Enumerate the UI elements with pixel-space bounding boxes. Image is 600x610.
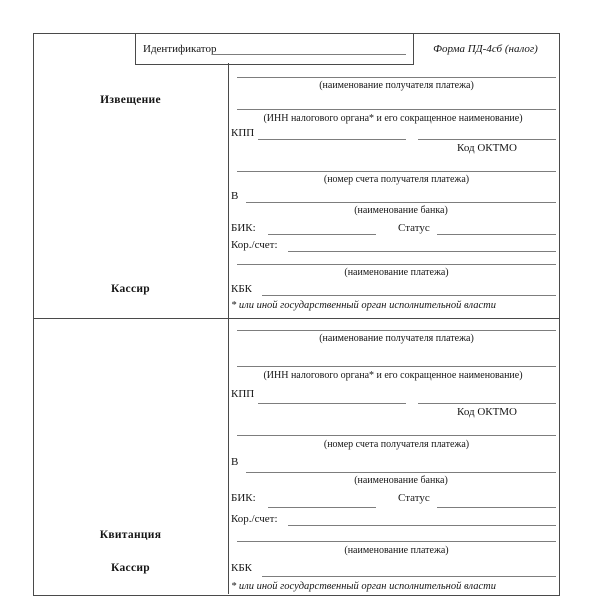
section2-footnote: * или иной государственный орган исполнительной власти bbox=[231, 581, 496, 592]
section1-oktmo-field[interactable] bbox=[418, 139, 556, 140]
section2-kpp-field[interactable] bbox=[258, 403, 406, 404]
section2-cashier-label: Кассир bbox=[111, 562, 150, 574]
section1-cashier-label: Кассир bbox=[111, 283, 150, 295]
section1-payment-caption: (наименование платежа) bbox=[344, 267, 449, 278]
section2-recipient-name-caption: (наименование получателя платежа) bbox=[319, 333, 474, 344]
form-title: Форма ПД-4сб (налог) bbox=[433, 43, 538, 55]
section2-account-caption: (номер счета получателя платежа) bbox=[323, 439, 470, 450]
section2-oktmo-label: Код ОКТМО bbox=[457, 406, 517, 418]
section2-inn-field[interactable] bbox=[237, 366, 556, 367]
section1-role-label: Извещение bbox=[100, 94, 161, 106]
section2-payment-caption: (наименование платежа) bbox=[344, 545, 449, 556]
section1-account-field[interactable] bbox=[237, 171, 556, 172]
section2-corr-account-field[interactable] bbox=[288, 525, 556, 526]
section2-status-label: Статус bbox=[398, 492, 430, 504]
section1-kbk-label: КБК bbox=[231, 283, 252, 295]
section1-corr-account-field[interactable] bbox=[288, 251, 556, 252]
section2-bank-name-field[interactable] bbox=[246, 472, 556, 473]
section1-kpp-label: КПП bbox=[231, 127, 255, 139]
section2-bik-label: БИК: bbox=[231, 492, 256, 504]
section1-corr-label: Кор./счет: bbox=[231, 239, 278, 251]
section1-inn-caption: (ИНН налогового органа* и его сокращенное наименование) bbox=[263, 113, 523, 124]
column-divider bbox=[228, 63, 229, 594]
section1-bank-caption: (наименование банка) bbox=[354, 205, 448, 216]
section2-bank-caption: (наименование банка) bbox=[354, 475, 448, 486]
section1-status-label: Статус bbox=[398, 222, 430, 234]
section2-kpp-label: КПП bbox=[231, 388, 255, 400]
section1-recipient-name-caption: (наименование получателя платежа) bbox=[319, 80, 474, 91]
section2-recipient-name-field[interactable] bbox=[237, 330, 556, 331]
section2-bank-prefix: В bbox=[231, 456, 239, 468]
section1-kpp-field[interactable] bbox=[258, 139, 406, 140]
section1-bank-name-field[interactable] bbox=[246, 202, 556, 203]
section2-inn-caption: (ИНН налогового органа* и его сокращенное наименование) bbox=[263, 370, 523, 381]
section2-kbk-field[interactable] bbox=[262, 576, 556, 577]
section2-payment-name-field[interactable] bbox=[237, 541, 556, 542]
identifier-field-line[interactable] bbox=[212, 54, 406, 55]
section1-footnote: * или иной государственный орган исполнительной власти bbox=[231, 300, 496, 311]
section1-payment-name-field[interactable] bbox=[237, 264, 556, 265]
section1-bank-prefix: В bbox=[231, 190, 239, 202]
section2-oktmo-field[interactable] bbox=[418, 403, 556, 404]
section1-inn-field[interactable] bbox=[237, 109, 556, 110]
section2-account-field[interactable] bbox=[237, 435, 556, 436]
section1-status-field[interactable] bbox=[437, 234, 556, 235]
identifier-label: Идентификатор bbox=[143, 43, 217, 55]
section1-account-caption: (номер счета получателя платежа) bbox=[323, 174, 470, 185]
section2-kbk-label: КБК bbox=[231, 562, 252, 574]
section1-oktmo-label: Код ОКТМО bbox=[457, 142, 517, 154]
section2-status-field[interactable] bbox=[437, 507, 556, 508]
section1-bik-label: БИК: bbox=[231, 222, 256, 234]
section2-role-label: Квитанция bbox=[99, 529, 162, 541]
section-divider bbox=[33, 318, 559, 319]
section2-bik-field[interactable] bbox=[268, 507, 376, 508]
section1-bik-field[interactable] bbox=[268, 234, 376, 235]
section1-recipient-name-field[interactable] bbox=[237, 77, 556, 78]
section2-corr-label: Кор./счет: bbox=[231, 513, 278, 525]
section1-kbk-field[interactable] bbox=[262, 295, 556, 296]
